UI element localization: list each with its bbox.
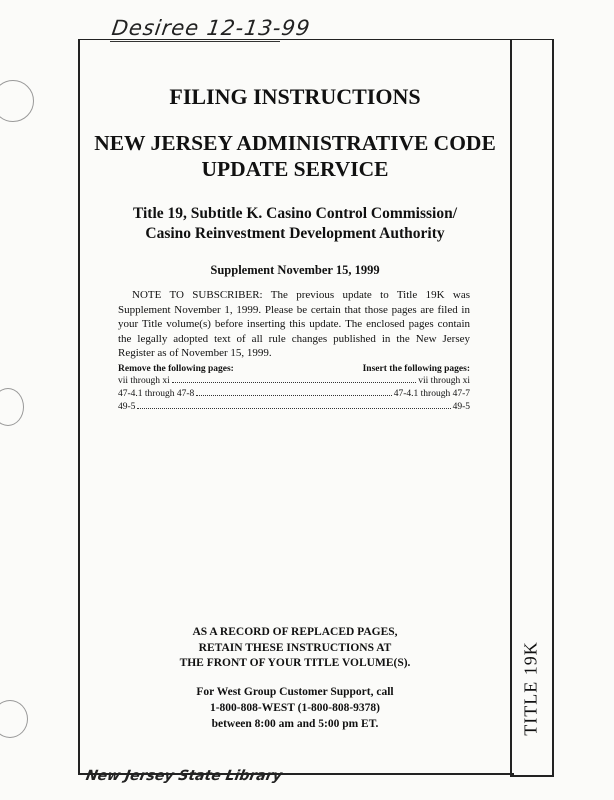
insert-pages: 49-5 (452, 402, 470, 412)
spine-label: TITLE 19K (520, 640, 541, 736)
support-line-2: 1-800-808-WEST (1-800-808-9378) (209, 702, 381, 714)
insert-pages: 47-4.1 through 47-7 (393, 389, 470, 399)
table-row (118, 402, 470, 415)
remove-header: Remove the following pages: (118, 364, 234, 374)
library-stamp: New Jersey State Library (84, 768, 284, 784)
remove-pages: 47-4.1 through 47-8 (118, 389, 195, 399)
service-title (80, 130, 510, 182)
customer-support (80, 684, 510, 732)
handwritten-note: Desiree 12-13-99 (110, 16, 313, 40)
record-instructions (80, 625, 510, 672)
record-line-2: RETAIN THESE INSTRUCTIONS AT (198, 641, 392, 654)
spine-label-box (512, 638, 550, 738)
subscriber-note-text: NOTE TO SUBSCRIBER: The previous update to Title 19K was Supplement November 1, 1999. Please be certain that those pages are filed in your Title volume(s) before inserting this update. The enclosed pages contain the legally adopted text of all rule changes published in the New Jersey Register as of November 15, 1999. (118, 289, 470, 359)
insert-header: Insert the following pages: (362, 364, 470, 374)
punch-hole-bottom (0, 700, 28, 738)
remove-pages: 49-5 (118, 402, 136, 412)
service-title-line-2: UPDATE SERVICE (201, 157, 389, 181)
support-line-3: between 8:00 am and 5:00 pm ET. (211, 718, 379, 730)
punch-hole-top (0, 80, 34, 122)
page-title: FILING INSTRUCTIONS (169, 84, 421, 109)
subtitle (80, 204, 510, 244)
pages-table-header (118, 364, 470, 374)
leader-dots (196, 395, 391, 396)
record-line-1: AS A RECORD OF REPLACED PAGES, (192, 626, 398, 638)
record-line-3: THE FRONT OF YOUR TITLE VOLUME(S). (179, 657, 411, 669)
table-row (118, 389, 470, 402)
subtitle-line-2: Casino Reinvestment Development Authority (145, 225, 445, 242)
punch-hole-middle (0, 388, 24, 426)
support-line-1: For West Group Customer Support, call (196, 686, 394, 698)
supplement-date: Supplement November 15, 1999 (210, 263, 380, 277)
service-title-line-1: NEW JERSEY ADMINISTRATIVE CODE (94, 131, 496, 155)
subtitle-line-1: Title 19, Subtitle K. Casino Control Commission/ (132, 205, 458, 222)
leader-dots (172, 382, 417, 383)
pages-table (118, 376, 470, 415)
remove-pages: vii through xi (118, 376, 170, 386)
subscriber-note (118, 288, 470, 361)
insert-pages: vii through xi (418, 376, 470, 386)
table-row (118, 376, 470, 389)
leader-dots (137, 408, 450, 409)
